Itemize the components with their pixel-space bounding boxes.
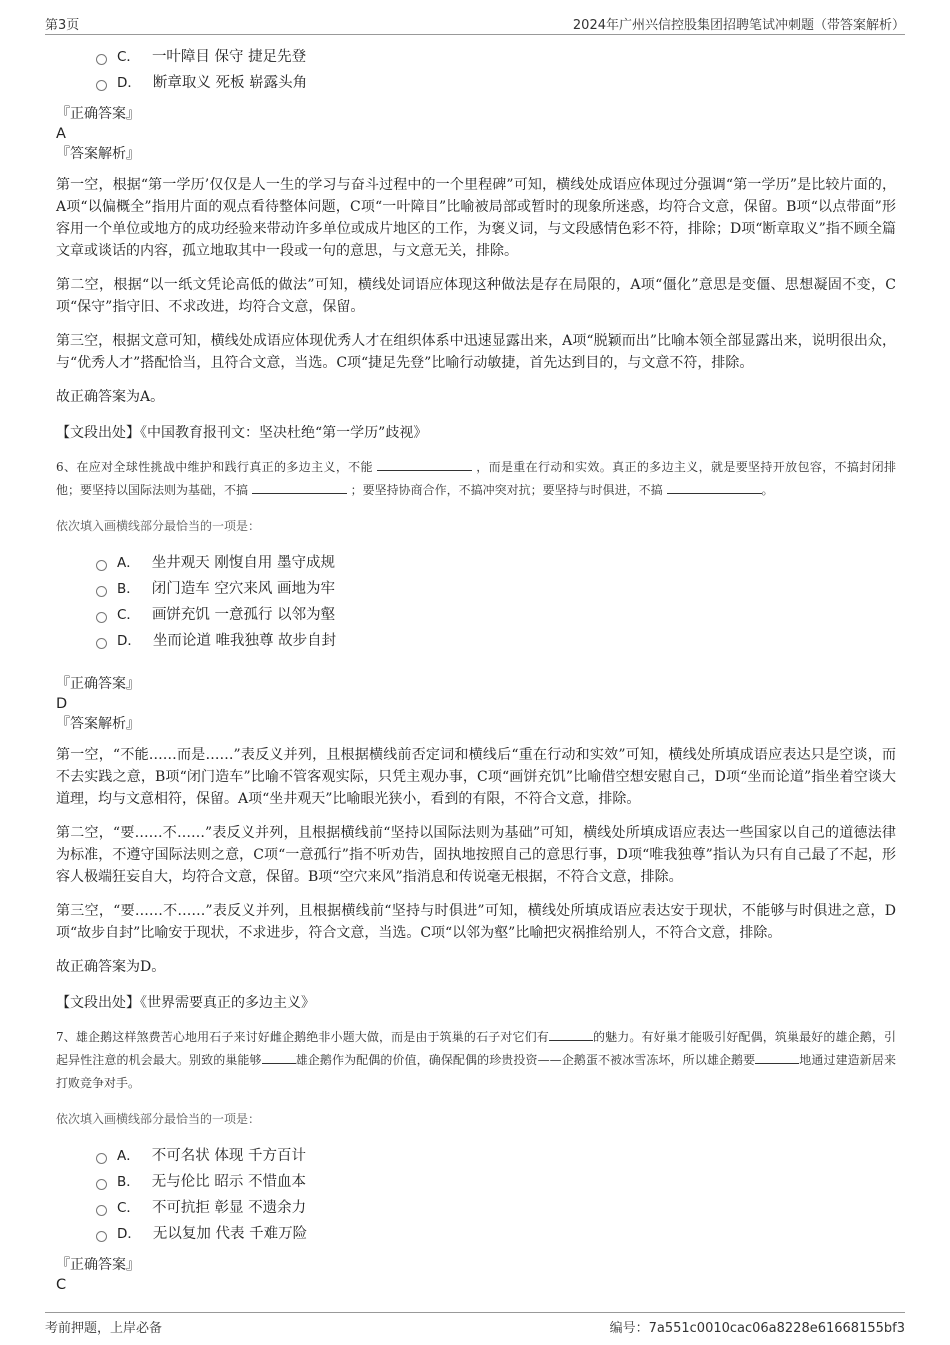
fill-blank xyxy=(755,1049,799,1064)
answer-value: D xyxy=(56,696,68,712)
radio-icon[interactable] xyxy=(96,80,107,91)
option-d[interactable]: D． 断章取义 死板 崭露头角 xyxy=(96,70,896,96)
analysis-conclusion: 故正确答案为A。 xyxy=(56,389,165,405)
option-b[interactable]: B． 闭门造车 空穴来风 画地为牢 xyxy=(96,576,896,602)
analysis-paragraph: 第二空，“要……不……”表反义并列，且根据横线前“坚持以国际法则为基础”可知，横线处所填成语应表达一些国家以自己的道德法律为标准，不遵守国际法则之意，C项“一意孤行”指不听劝告，固执地按照自己的意思行事，D项“唯我独尊”指认为只有自己最了不起，形容人极端狂妄自大，均符合文意，保留。B项“空穴来风”指消息和传说毫无根据，不符合文意，排除。 xyxy=(56,825,896,885)
answer-value: A xyxy=(56,126,66,142)
analysis-label: 『答案解析』 xyxy=(56,716,140,732)
source-citation: 【文段出处】《世界需要真正的多边主义》 xyxy=(56,995,315,1011)
radio-icon[interactable] xyxy=(96,54,107,65)
analysis-conclusion: 故正确答案为D。 xyxy=(56,959,166,975)
question-prompt: 依次填入画横线部分最恰当的一项是： xyxy=(56,519,261,533)
option-c[interactable]: C． 不可抗拒 彰显 不遗余力 xyxy=(96,1195,896,1221)
q6-options xyxy=(56,550,896,654)
question-prompt: 依次填入画横线部分最恰当的一项是： xyxy=(56,1112,261,1126)
option-b[interactable]: B． 无与伦比 昭示 不惜血本 xyxy=(96,1169,896,1195)
question-stem: 7、雄企鹅这样煞费苦心地用石子来讨好雌企鹅绝非小题大做，而是由于筑巢的石子对它们有 的魅力。有好巢才能吸引好配偶，筑巢最好的雄企鹅，引起异性注意的机会最大。别致的巢能够 雄企鹅作为配偶的价值，确保配偶的珍贵投资——企鹅蛋不被冰雪冻坏，所以雄企鹅要 地通过建造新居来打败竞争对手。 xyxy=(56,1026,896,1095)
fill-blank xyxy=(252,479,347,494)
option-d[interactable]: D． 坐而论道 唯我独尊 故步自封 xyxy=(96,628,896,654)
analysis-paragraph: 第三空，根据文意可知，横线处成语应体现优秀人才在组织体系中迅速显露出来，A项“脱颖而出”比喻本领全部显露出来，说明很出众，与“优秀人才”搭配恰当，且符合文意，当选。C项“捷足先登”比喻行动敏捷，首先达到目的，与文意不符，排除。 xyxy=(56,333,896,371)
footer-slogan: 考前押题，上岸必备 xyxy=(45,1321,163,1336)
analysis-paragraph: 第二空，根据“以一纸文凭论高低的做法”可知，横线处词语应体现这种做法是存在局限的，A项“僵化”意思是变僵、思想凝固不变，C项“保守”指守旧、不求改进，均符合文意，保留。 xyxy=(56,277,896,315)
radio-icon[interactable] xyxy=(96,586,107,597)
page-footer xyxy=(45,1312,905,1335)
option-d[interactable]: D． 无以复加 代表 千难万险 xyxy=(96,1221,896,1247)
answer-value: C xyxy=(56,1277,67,1293)
radio-icon[interactable] xyxy=(96,560,107,571)
document-title: 2024年广州兴信控股集团招聘笔试冲刺题（带答案解析） xyxy=(572,18,905,33)
radio-icon[interactable] xyxy=(96,1231,107,1242)
q7-options xyxy=(56,1143,896,1247)
fill-blank xyxy=(667,479,762,494)
analysis-label: 『答案解析』 xyxy=(56,146,140,162)
option-c[interactable]: C． 一叶障目 保守 捷足先登 xyxy=(96,44,896,70)
option-a[interactable]: A． 坐井观天 刚愎自用 墨守成规 xyxy=(96,550,896,576)
radio-icon[interactable] xyxy=(96,638,107,649)
page-header xyxy=(45,14,905,35)
question-stem: 6、在应对全球性挑战中维护和践行真正的多边主义，不能 ，而是重在行动和实效。真正的多边主义，就是要坚持开放包容，不搞封闭排他；要坚持以国际法则为基础，不搞 ；要坚持协商合作，不搞冲突对抗；要坚持与时俱进，不搞 。 xyxy=(56,456,896,502)
answer-label: 『正确答案』 xyxy=(56,676,140,692)
source-citation: 【文段出处】《中国教育报刊文：坚决杜绝“第一学历”歧视》 xyxy=(56,425,428,441)
analysis-paragraph: 第三空，“要……不……”表反义并列，且根据横线前“坚持与时俱进”可知，横线处所填成语应表达安于现状，不能够与时俱进之意，D项“故步自封”比喻安于现状，不求进步，符合文意，当选。C项“以邻为壑”比喻把灾祸推给别人，不符合文意，排除。 xyxy=(56,903,896,941)
radio-icon[interactable] xyxy=(96,1179,107,1190)
q5-options xyxy=(56,44,896,96)
fill-blank xyxy=(377,456,472,471)
radio-icon[interactable] xyxy=(96,1205,107,1216)
radio-icon[interactable] xyxy=(96,612,107,623)
document-body xyxy=(56,44,896,1295)
document-id: 编号：7a551c0010cac06a8228e61668155bf3 xyxy=(609,1321,905,1336)
option-a[interactable]: A． 不可名状 体现 千方百计 xyxy=(96,1143,896,1169)
answer-label: 『正确答案』 xyxy=(56,106,140,122)
analysis-paragraph: 第一空，“不能……而是……”表反义并列，且根据横线前否定词和横线后“重在行动和实效”可知，横线处所填成语应表达只是空谈，而不去实践之意，B项“闭门造车”比喻不管客观实际，只凭主观办事，C项“画饼充饥”比喻借空想安慰自己，D项“坐而论道”指坐着空谈大道理，均与文意相符，保留。A项“坐井观天”比喻眼光狭小，看到的有限，不符合文意，排除。 xyxy=(56,747,896,807)
fill-blank xyxy=(549,1026,593,1041)
page-number: 第3页 xyxy=(45,18,80,33)
option-c[interactable]: C． 画饼充饥 一意孤行 以邻为壑 xyxy=(96,602,896,628)
fill-blank xyxy=(262,1049,296,1064)
answer-label: 『正确答案』 xyxy=(56,1257,140,1273)
radio-icon[interactable] xyxy=(96,1153,107,1164)
analysis-paragraph: 第一空，根据“第一学历’仅仅是人一生的学习与奋斗过程中的一个里程碑”可知，横线处成语应体现过分强调“第一学历”是比较片面的，A项“以偏概全”指用片面的观点看待整体问题，C项“一叶障目”比喻被局部或暂时的现象所迷惑，均符合文意，保留。B项“以点带面”形容用一个单位或地方的成功经验来带动许多单位或成片地区的工作，为褒义词，与文段感情色彩不符，排除；D项“断章取义”指不顾全篇文章或谈话的内容，孤立地取其中一段或一句的意思，与文意无关，排除。 xyxy=(56,177,896,259)
